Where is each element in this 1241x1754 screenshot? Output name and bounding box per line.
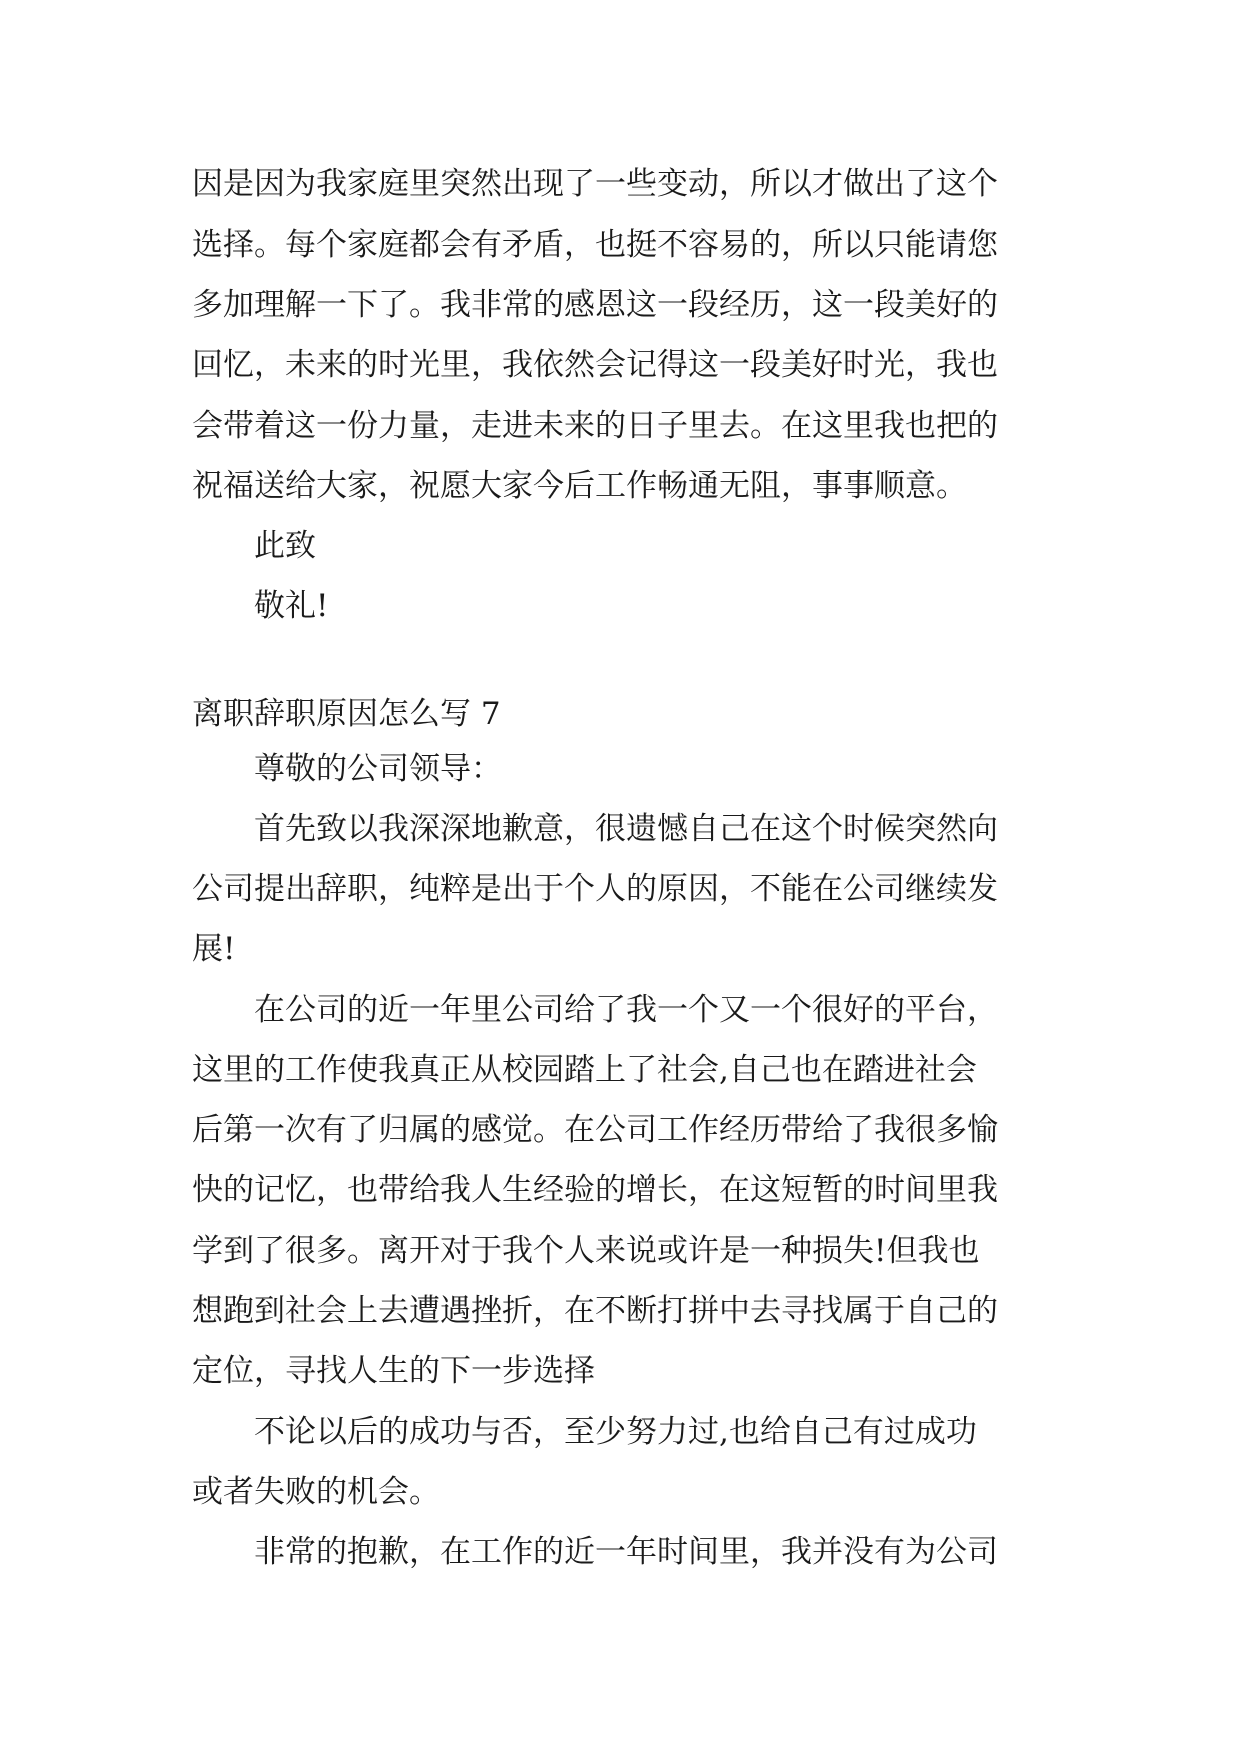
section-title: 离职辞职原因怎么写 7 [192, 696, 501, 732]
para4-line-1: 非常的抱歉，在工作的近一年时间里，我并没有为公司 [254, 1534, 998, 1570]
intro-line-3: 多加理解一下了。我非常的感恩这一段经历，这一段美好的 [192, 287, 998, 323]
para3-line-2: 或者失败的机会。 [192, 1474, 440, 1510]
para2-line-2: 这里的工作使我真正从校园踏上了社会,自己也在踏进社会 [192, 1052, 977, 1088]
intro-line-6: 祝福送给大家，祝愿大家今后工作畅通无阻，事事顺意。 [192, 468, 967, 504]
para2-line-1: 在公司的近一年里公司给了我一个又一个很好的平台， [254, 992, 998, 1028]
intro-line-5: 会带着这一份力量，走进未来的日子里去。在这里我也把的 [192, 408, 998, 444]
intro-line-4: 回忆，未来的时光里，我依然会记得这一段美好时光，我也 [192, 347, 998, 383]
para1-line-2: 公司提出辞职，纯粹是出于个人的原因，不能在公司继续发 [192, 871, 998, 907]
salutation: 尊敬的公司领导： [254, 751, 502, 787]
closing-jing-li: 敬礼! [254, 588, 329, 624]
para3-line-1: 不论以后的成功与否，至少努力过,也给自己有过成功 [254, 1414, 977, 1450]
intro-line-2: 选择。每个家庭都会有矛盾，也挺不容易的，所以只能请您 [192, 227, 998, 263]
para2-line-3: 后第一次有了归属的感觉。在公司工作经历带给了我很多愉 [192, 1112, 998, 1148]
closing-ci-zhi: 此致 [254, 528, 316, 564]
intro-line-1: 因是因为我家庭里突然出现了一些变动，所以才做出了这个 [192, 166, 998, 202]
para1-line-3: 展! [192, 931, 236, 967]
para2-line-7: 定位，寻找人生的下一步选择 [192, 1353, 595, 1389]
para2-line-4: 快的记忆，也带给我人生经验的增长，在这短暂的时间里我 [192, 1172, 998, 1208]
para1-line-1: 首先致以我深深地歉意，很遗憾自己在这个时候突然向 [254, 811, 998, 847]
para2-line-5: 学到了很多。离开对于我个人来说或许是一种损失!但我也 [192, 1233, 980, 1269]
para2-line-6: 想跑到社会上去遭遇挫折，在不断打拼中去寻找属于自己的 [192, 1293, 998, 1329]
